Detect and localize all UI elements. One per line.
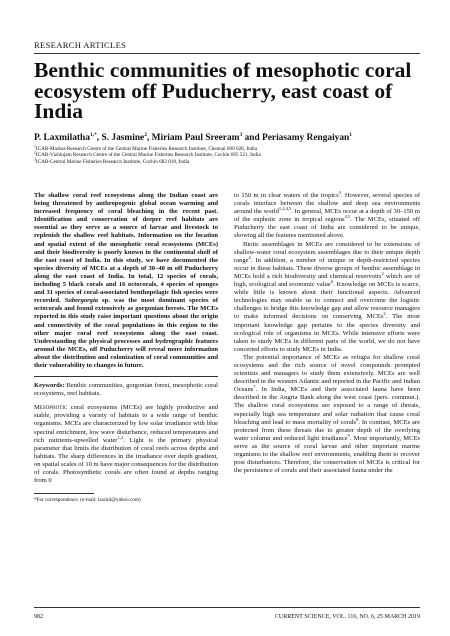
correspondence-footnote: *For correspondence. (e-mail: laxmil@yahoo.com) — [34, 497, 141, 504]
citation: 3 — [338, 189, 341, 195]
affiliation-number: 2 — [34, 150, 36, 155]
article-title: Benthic communities of mesophotic coral ecosystem off Puducherry, east coast of India — [34, 58, 412, 123]
affiliation-text: ICAR-Central Marine Fisheries Research Institute, Cochin 682 018, India — [35, 158, 190, 165]
keywords-text: Benthic communities, gorgonian forest, mesophotic coral ecosystems, reef habitats. — [34, 382, 218, 398]
citation: 7 — [253, 384, 256, 390]
citation: 4,5 — [344, 214, 351, 220]
body-text: . Knowledge on MCEs is scarce, while little is known about their functional aspects. Advanced technologies may enable us to connect and overcome the logistic challenges to bridge this knowledge gap and allow resource managers to make informed decisions on conserving MCEs — [234, 281, 420, 321]
citation: 6 — [330, 278, 334, 284]
body-text: . The most important knowledge gap pertains to the species diversity and ecological role of organisms in MCEs. While intensive efforts were taken to study MCEs in different parts of the world, we do not have concerted efforts to study MCEs in India. — [234, 313, 421, 353]
journal-citation: CURRENT SCIENCE, VOL. 116, NO. 6, 25 MARCH 2019 — [274, 614, 420, 620]
body-paragraph — [234, 354, 420, 475]
author-name: P. Laxmilatha — [34, 132, 90, 143]
section-label: RESEARCH ARTICLES — [34, 40, 127, 50]
affiliation-number: 1 — [34, 143, 36, 148]
abstract-species-name: Subergorgia — [64, 297, 99, 305]
affiliation-list — [34, 143, 420, 166]
abstract-text: The shallow coral reef ecosystems along the Indian coast are being threatened by anthropogenic global ocean warming and increased frequency of coral bleaching in the recent past. Identification and conservation of deeper reef habitats are essential as they serve as a source of larvae and livestock to replenish the shallow reef habitats. Information on the location and spatial extent of the mesophotic coral ecosystems (MCEs) and their biodiversity is poorly known in the continental shelf of the east coast of India. In this study, we have documented the species diversity of MCEs at a depth of 30–40 m off Puducherry along the east coast of India. In total, 12 species of corals, including 5 black corals and 16 octocorals, 4 species of sponges and 31 species of coral-associated benthopelagic fish species were recorded. — [34, 192, 218, 305]
author-name: S. Jasmine — [101, 132, 145, 143]
body-text: which are of high, ecological and economic value — [234, 272, 420, 289]
affiliation-number: 3 — [34, 156, 36, 161]
author-separator: , — [96, 132, 102, 143]
abstract-rule — [34, 376, 218, 377]
body-text: . Light is the primary physical parameter that limits the distribution of coral reefs across depths and habitats. The sharp differences in the irradiance over depth gradient, on spatial scales of 10 m have major consequences for the distribution of corals. Photosynthetic corals are often found at depths ranging from 0 — [34, 436, 218, 485]
footnote-rule — [34, 493, 94, 494]
author-list — [34, 133, 420, 143]
citation: 4 — [248, 254, 251, 260]
right-column — [234, 189, 421, 475]
footer-rule — [34, 607, 420, 608]
affiliation — [34, 152, 420, 159]
abstract-text: sp. was the most dominant species of octocorals and found extensively as gorgonian forests. The MCEs reported in this study raise important questions about the origin and connectivity of the coral populations in this region to the other major coral reef ecosystems along the east coast. Understanding the physical processes and hydrographic features around the MCEs, off Puducherry will reveal more information about the distribution and colonization of coral communities and their vulnerability to changes in future. — [34, 297, 218, 369]
author-affil-mark: 2 — [144, 131, 147, 138]
page-footer — [34, 614, 420, 620]
citation: 1,2 — [117, 434, 124, 440]
body-text: . In contrast, MCEs are protected from these threats due to greater depth of the overlying water column and reduced light irradiance — [234, 418, 420, 442]
body-paragraph — [234, 241, 420, 354]
left-column — [34, 192, 218, 504]
affiliation — [34, 156, 420, 166]
abstract — [34, 192, 218, 370]
body-text: . Most importantly, MCEs serve as the source of coral larvae and other important marine organisms to the shallow reef environments, enabling them to recover post disturbances. Therefore, the conservation of MCEs is critical for the persistence of corals and their associated fauna under the — [234, 434, 420, 475]
affiliation-text: ICAR-Madras Research Centre of the Central Marine Fisheries Research Institute, Chennai 600 028, India — [35, 145, 258, 152]
citation: 2 — [383, 311, 386, 317]
author-separator: and — [242, 132, 263, 143]
author-affil-mark: 1,* — [89, 131, 97, 138]
author-separator: , — [146, 132, 152, 143]
body-text: to 150 m in clear waters of the tropics — [234, 192, 339, 199]
body-text: . However, several species of corals interface between the shallow and deep sea environments around the world — [234, 192, 421, 216]
author-name: Periasamy Rengaiyan — [262, 132, 350, 143]
affiliation-text: ICAR-Vizhinjam Research Centre of the Central Marine Fisheries Research Institute, Cochin 695 521, India — [35, 152, 261, 159]
author-affil-mark: 1 — [349, 131, 353, 138]
citation: 2 — [381, 270, 384, 276]
header-rule — [34, 53, 420, 54]
two-column-body — [34, 189, 421, 606]
keywords — [34, 382, 218, 398]
body-paragraph — [234, 189, 421, 241]
body-text: Biotic assemblages in MCEs are considered to be extensions of shallow-water coral ecosystem assemblages due to their unique depth range — [234, 240, 420, 264]
article-page — [34, 40, 421, 620]
citation: 9 — [347, 432, 350, 438]
citation: 1,2,4,5 — [278, 206, 292, 212]
author-name: Miriam Paul Sreeram — [151, 132, 240, 143]
citation: 8 — [356, 416, 359, 422]
body-text: coral ecosystems (MCEs) are highly productive and stable, providing a variety of habitats to a wide range of benthic organisms. MCEs are characterized by low solar irradiance with blue spectral enrichment, low wave disturbance, reduced temperatures and rich nutrients-upwelled water — [34, 404, 218, 444]
lead-word: Mesophotic — [34, 404, 68, 412]
author-affil-mark: 3 — [239, 131, 243, 138]
body-text: . In general, MCEs occur at a depth of 30–150 m of the euphotic zone in tropical regions — [234, 208, 420, 224]
body-text: . The MCEs, situated off Puducherry the east coast of India are considered to be unique, showing all the features mentioned above. — [234, 216, 420, 240]
body-text: . In addition, a number of unique or depth-restricted species occur in these habitats. These diverse groups of benthic assemblage in MCEs hold a rich biodiversity and chemical reservoirs — [234, 256, 420, 280]
body-paragraph — [34, 404, 218, 485]
body-text: The potential importance of MCEs as refugia for shallow coral ecosystems and the rich source of novel compounds prompted scientists and managers to study them extensively. MCEs are well described in the western Atlantic and reported in the Pacific and Indian Oceans — [234, 353, 420, 394]
keywords-label: Keywords: — [34, 382, 65, 390]
page-number: 982 — [34, 614, 43, 620]
body-text: . In India, MCEs and their associated fauna have been described in the Angria Bank along the west coast (pers. commun.). The shallow coral ecosystems are exposed to a range of threats, especially high sea temperature and solar radiation that cause coral bleaching and lead to mass mortality of corals — [234, 386, 420, 426]
